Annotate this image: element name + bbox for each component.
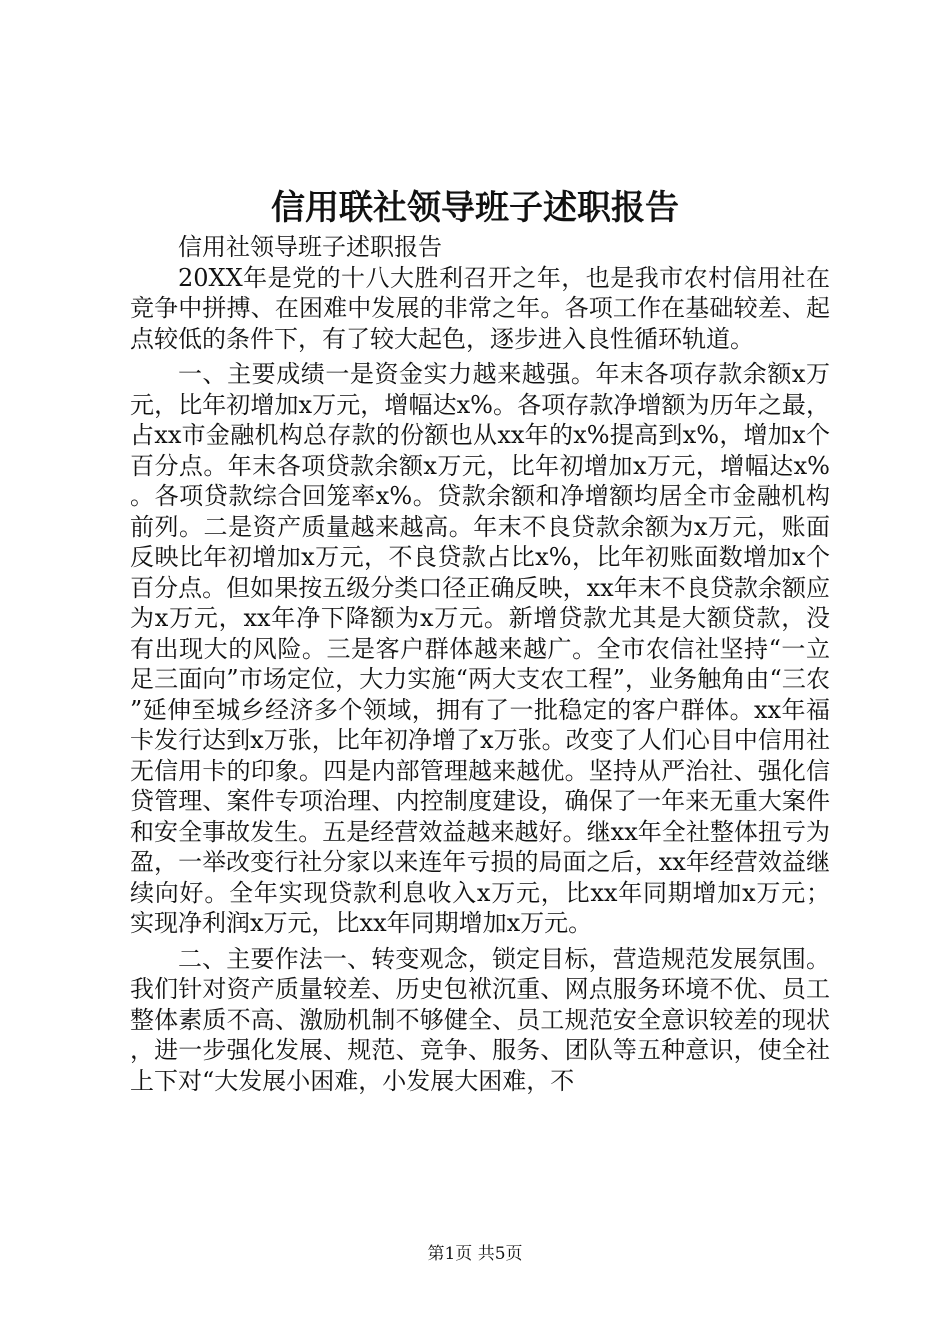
achievements-paragraph: 一、主要成绩一是资金实力越来越强。年末各项存款余额x万元，比年初增加x万元，增幅达x%。各项存款净增额为历年之最，占xx市金融机构总存款的份额也从xx年的x%提高到x%，增加x个百分点。年末各项贷款余额x万元，比年初增加x万元，增幅达x%。各项贷款综合回笼率x%。贷款余额和净增额均居全市金融机构前列。二是资产质量越来越高。年末不良贷款余额为x万元，账面反映比年初增加x万元，不良贷款占比x%，比年初账面数增加x个百分点。但如果按五级分类口径正确反映，xx年末不良贷款余额应为x万元，xx年净下降额为x万元。新增贷款尤其是大额贷款，没有出现大的风险。三是客户群体越来越广。全市农信社坚持“一立足三面向”市场定位，大力实施“两大支农工程”，业务触角由“三农”延伸至城乡经济多个领域，拥有了一批稳定的客户群体。xx年福卡发行达到x万张，比年初净增了x万张。改变了人们心目中信用社无信用卡的印象。四是内部管理越来越优。坚持从严治社、强化信贷管理、案件专项治理、内控制度建设，确保了一年来无重大案件和安全事故发生。五是经营效益越来越好。继xx年全社整体扭亏为盈，一举改变行社分家以来连年亏损的局面之后，xx年经营效益继续向好。全年实现贷款利息收入x万元，比xx年同期增加x万元；实现净利润x万元，比xx年同期增加x万元。	[130, 360, 830, 937]
page-footer: 第1页 共5页	[427, 1244, 523, 1264]
intro-paragraph: 20XX年是党的十八大胜利召开之年，也是我市农村信用社在竞争中拼搏、在困难中发展的非常之年。各项工作在基础较差、起点较低的条件下，有了较大起色，逐步进入良性循环轨道。	[130, 263, 830, 353]
document-body	[130, 232, 830, 1096]
methods-paragraph: 二、主要作法一、转变观念，锁定目标，营造规范发展氛围。我们针对资产质量较差、历史包袱沉重、网点服务环境不优、员工整体素质不高、激励机制不够健全、员工规范安全意识较差的现状，进一步强化发展、规范、竞争、服务、团队等五种意识，使全社上下对“大发展小困难，小发展大困难，不	[130, 944, 830, 1095]
document-title: 信用联社领导班子述职报告	[271, 188, 679, 228]
subtitle-paragraph: 信用社领导班子述职报告	[178, 233, 442, 261]
